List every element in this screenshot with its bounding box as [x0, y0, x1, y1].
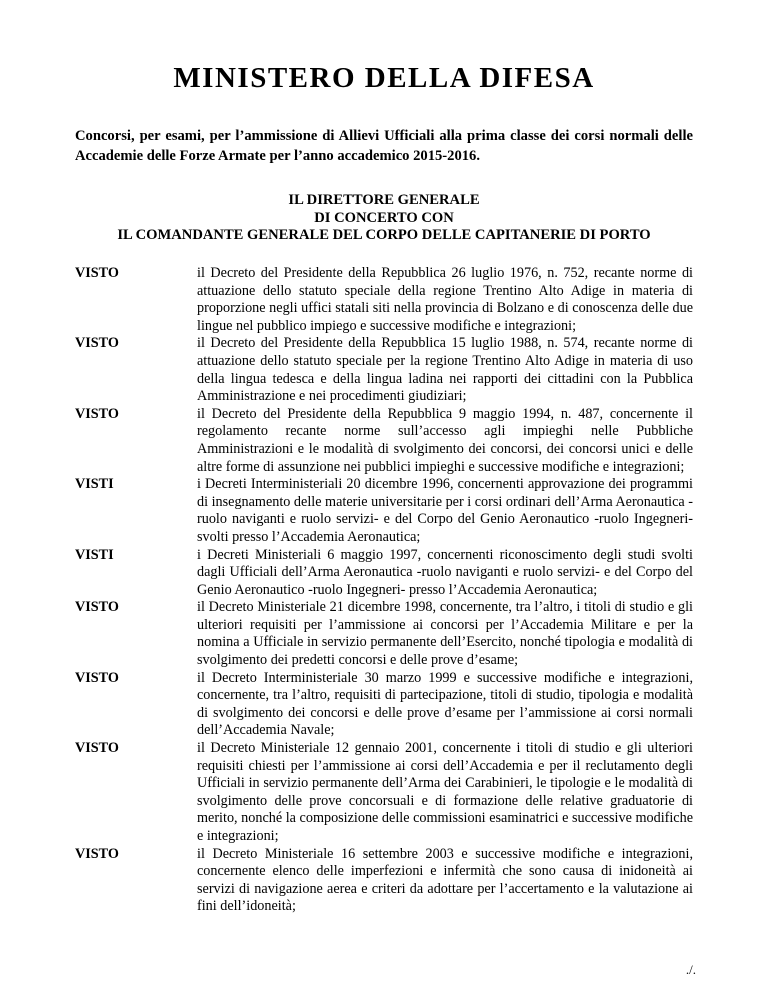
preamble-entry: [75, 599, 693, 669]
entry-text: i Decreti Ministeriali 6 maggio 1997, concernenti riconoscimento degli studi svolti dagli Ufficiali dell’Arma Aeronautica -ruolo naviganti e ruolo servizi- e del Corpo del Genio Aeronautico -ruolo Ingegneri- presso l’Accademia Aeronautica;: [197, 546, 693, 598]
entry-label: VISTO: [75, 740, 119, 757]
entry-text: il Decreto del Presidente della Repubblica 26 luglio 1976, n. 752, recante norme di attuazione dello statuto speciale della regione Trentino Alto Adige in materia di proporzione negli uffici statali siti nella provincia di Bolzano e di conoscenza delle due lingue nel pubblico impiego e successive modifiche e integrazioni;: [197, 265, 693, 334]
page-continuation-mark: ./.: [685, 962, 696, 977]
preamble-entry: [75, 547, 693, 600]
document-title: MINISTERO DELLA DIFESA: [173, 62, 595, 94]
entry-label: VISTO: [75, 405, 119, 422]
entry-text: i Decreti Interministeriali 20 dicembre 1996, concernenti approvazione dei programmi di insegnamento delle materie universitarie per i corsi ordinari dell’Arma Aeronautica -ruolo naviganti e ruolo servizi- e del Corpo del Genio Aeronautico -ruolo Ingegneri- svolti presso l’Accademia Aeronautica;: [197, 476, 693, 545]
heading-line: IL COMANDANTE GENERALE DEL CORPO DELLE CAPITANERIE DI PORTO: [117, 227, 651, 244]
entry-text: il Decreto Interministeriale 30 marzo 1999 e successive modifiche e integrazioni, concernente, tra l’altro, requisiti di partecipazione, titoli di studio, tipologia e modalità di svolgimento dei concorsi e delle prove d’esame per l’ammissione ai corsi normali dell’Accademia Navale;: [197, 669, 693, 739]
preamble-entry: [75, 670, 693, 740]
preamble-entry: [75, 476, 693, 546]
entry-text: il Decreto del Presidente della Repubblica 15 luglio 1988, n. 574, recante norme di attuazione dello statuto speciale per la regione Trentino Alto Adige in materia di uso della lingua tedesca e della lingua ladina nei rapporti dei cittadini con la Pubblica Amministrazione e nei procedimenti giudiziari;: [197, 335, 693, 405]
entry-text: il Decreto Ministeriale 12 gennaio 2001, concernente i titoli di studio e gli ulteriori requisiti chiesti per l’ammissione ai corsi dell’Accademia e per il reclutamento degli Ufficiali in servizio permanente dell’Arma dei Carabinieri, le tipologie e le modalità di svolgimento delle prove concorsuali e di formazione delle relative graduatorie di merito, nonché la composizione delle commissioni esaminatrici e successive modifiche e integrazioni;: [197, 740, 693, 844]
entry-label: VISTI: [75, 546, 114, 563]
preamble-entry: [75, 740, 693, 846]
preamble-list: [75, 265, 693, 916]
entry-label: VISTO: [75, 265, 119, 281]
authority-heading: [0, 192, 768, 245]
heading-line: IL DIRETTORE GENERALE: [288, 192, 480, 208]
entry-label: VISTI: [75, 476, 114, 493]
preamble-entry: [75, 265, 693, 335]
preamble-entry: [75, 406, 693, 476]
entry-label: VISTO: [75, 845, 119, 862]
entry-text: il Decreto Ministeriale 21 dicembre 1998, concernente, tra l’altro, i titoli di studio e gli ulteriori requisiti per l’ammissione ai concorsi per l’Accademia Militare e per la nomina a Ufficiale in servizio permanente dell’Esercito, nonché tipologia e modalità di svolgimento dei predetti concorsi e delle prove d’esame;: [197, 599, 693, 669]
heading-line: DI CONCERTO CON: [314, 209, 454, 226]
entry-text: il Decreto del Presidente della Repubblica 9 maggio 1994, n. 487, concernente il regolamento recante norme sull’accesso agli impieghi nelle Pubbliche Amministrazioni e le modalità di svolgimento dei concorsi, dei concorsi unici e delle altre forme di assunzione nei pubblici impieghi e successive modifiche e integrazioni;: [197, 405, 693, 475]
entry-label: VISTO: [75, 335, 119, 352]
preamble-entry: [75, 846, 693, 916]
document-subject: Concorsi, per esami, per l’ammissione di Allievi Ufficiali alla prima classe dei corsi normali delle Accademie delle Forze Armate per l’anno accademico 2015-2016.: [75, 128, 693, 164]
preamble-entry: [75, 335, 693, 405]
entry-text: il Decreto Ministeriale 16 settembre 2003 e successive modifiche e integrazioni, concernente elenco delle imperfezioni e infermità che sono causa di inidoneità ai servizi di navigazione aerea e criteri da adottare per l’accertamento e la valutazione ai fini dell’idoneità;: [197, 845, 693, 915]
entry-label: VISTO: [75, 599, 119, 616]
entry-label: VISTO: [75, 669, 119, 686]
